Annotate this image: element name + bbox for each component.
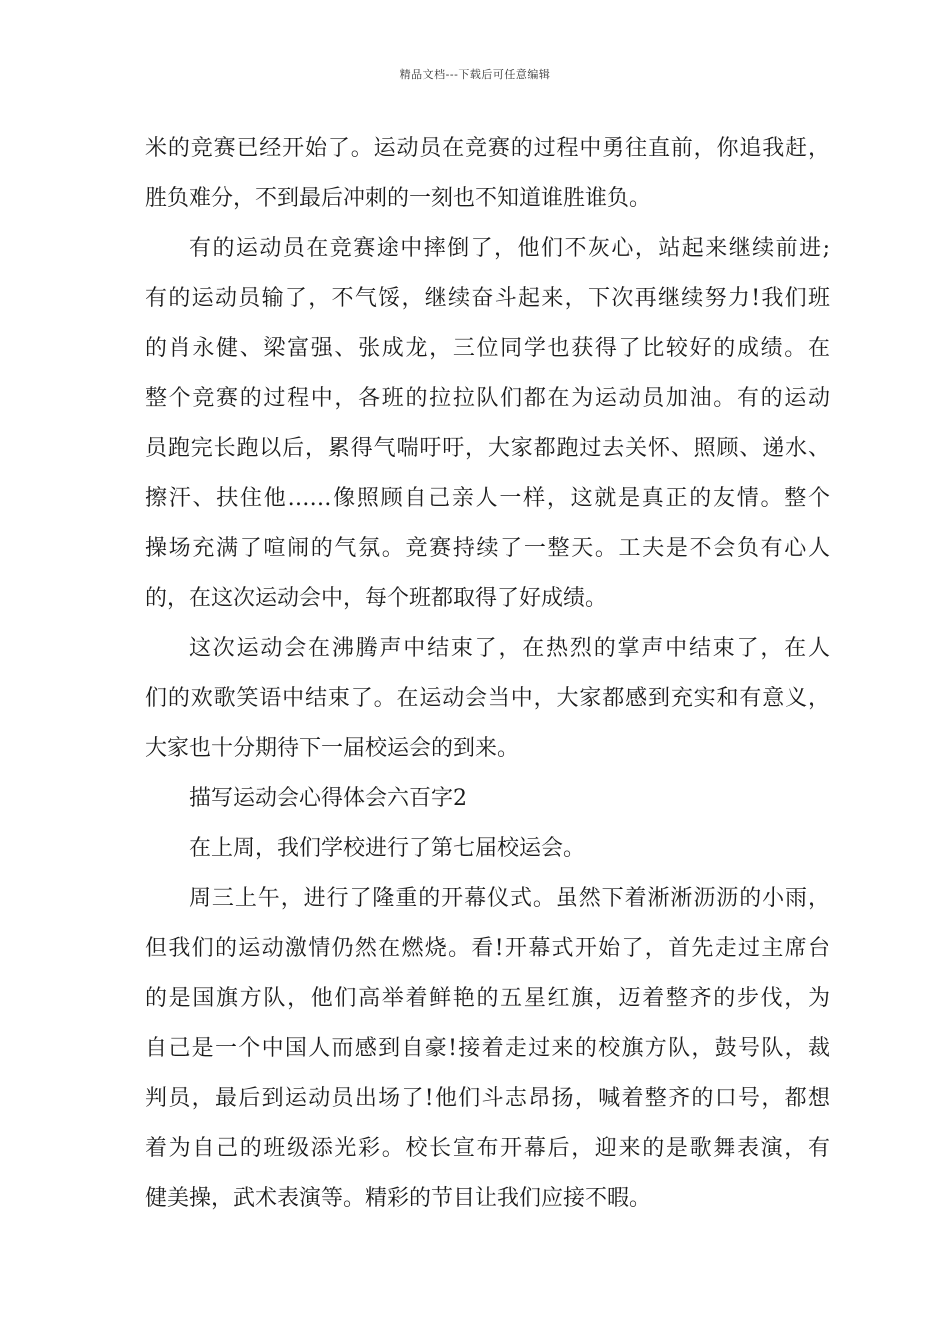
text-line: 的，在这次运动会中，每个班都取得了好成绩。 xyxy=(145,586,608,611)
text-line: 着为自己的班级添光彩。校长宣布开幕后，迎来的是歌舞表演，有 xyxy=(145,1136,830,1161)
text-line: 判员，最后到运动员出场了!他们斗志昂扬，喊着整齐的口号，都想 xyxy=(145,1086,830,1111)
text-line: 的是国旗方队，他们高举着鲜艳的五星红旗，迈着整齐的步伐，为 xyxy=(145,986,830,1011)
text-line: 健美操，武术表演等。精彩的节目让我们应接不暇。 xyxy=(145,1186,652,1211)
text-line: 们的欢歌笑语中结束了。在运动会当中，大家都感到充实和有意义， xyxy=(145,686,830,711)
paragraph-first-line: 有的运动员在竞赛途中摔倒了，他们不灰心，站起来继续前进; xyxy=(189,236,830,261)
text-line: 自己是一个中国人而感到自豪!接着走过来的校旗方队，鼓号队，裁 xyxy=(145,1036,830,1061)
text-line: 操场充满了喧闹的气氛。竞赛持续了一整天。工夫是不会负有心人 xyxy=(145,536,830,561)
text-line: 大家也十分期待下一届校运会的到来。 xyxy=(145,736,520,761)
page-header: 精品文档---下载后可任意编辑 xyxy=(399,68,551,81)
text-line: 擦汗、扶住他……像照顾自己亲人一样，这就是真正的友情。整个 xyxy=(145,486,830,511)
text-line: 有的运动员输了，不气馁，继续奋斗起来，下次再继续努力!我们班 xyxy=(145,286,830,311)
document-body xyxy=(145,124,830,1224)
paragraph-first-line: 在上周，我们学校进行了第七届校运会。 xyxy=(189,836,586,861)
text-line: 但我们的运动激情仍然在燃烧。看!开幕式开始了，首先走过主席台 xyxy=(145,936,830,961)
paragraph-first-line: 这次运动会在沸腾声中结束了，在热烈的掌声中结束了，在人 xyxy=(189,636,830,661)
text-line: 员跑完长跑以后，累得气喘吁吁，大家都跑过去关怀、照顾、递水、 xyxy=(145,436,830,461)
text-line: 的肖永健、梁富强、张成龙，三位同学也获得了比较好的成绩。在 xyxy=(145,336,830,361)
paragraph-first-line: 周三上午，进行了隆重的开幕仪式。虽然下着淅淅沥沥的小雨， xyxy=(189,886,830,911)
text-line: 胜负难分，不到最后冲刺的一刻也不知道谁胜谁负。 xyxy=(145,186,652,211)
text-line: 整个竞赛的过程中，各班的拉拉队们都在为运动员加油。有的运动 xyxy=(145,386,830,411)
section-heading: 描写运动会心得体会六百字2 xyxy=(189,786,467,811)
text-line: 米的竞赛已经开始了。运动员在竞赛的过程中勇往直前，你追我赶， xyxy=(145,136,830,161)
